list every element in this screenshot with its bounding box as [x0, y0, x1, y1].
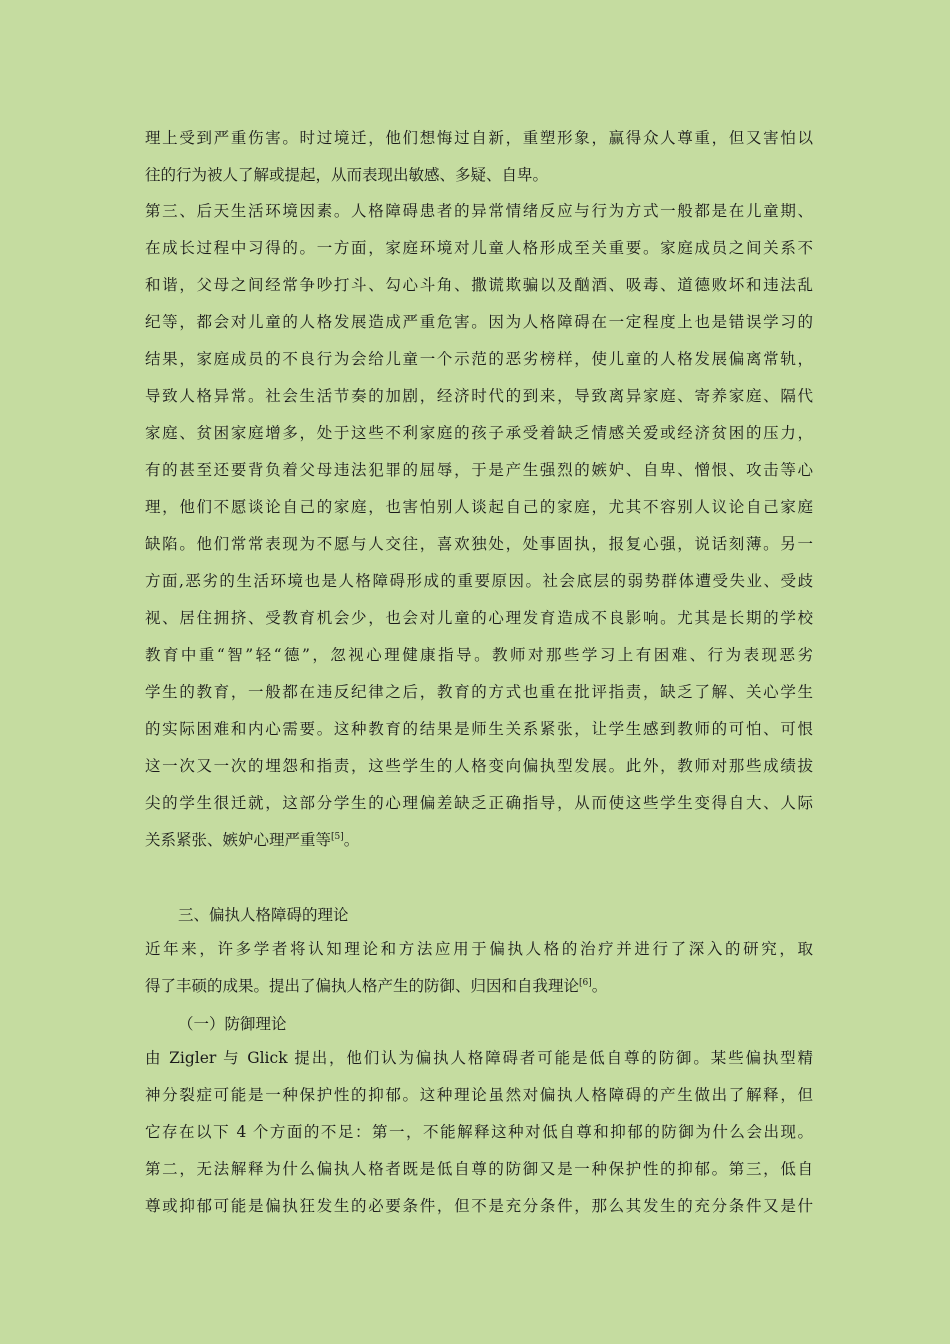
paragraph-4: [145, 1040, 813, 1225]
paragraph-3: [145, 931, 813, 1005]
text-line: 结果，家庭成员的不良行为会给儿童一个示范的恶劣榜样，使儿童的人格发展偏离常轨，: [145, 350, 813, 368]
text-line: 视、居住拥挤、受教育机会少，也会对儿童的心理发育造成不良影响。尤其是长期的学校: [145, 609, 813, 627]
text-line: 第三、后天生活环境因素。人格障碍患者的异常情绪反应与行为方式一般都是在儿童期、: [145, 202, 813, 220]
text-line: 家庭、贫困家庭增多，处于这些不利家庭的孩子承受着缺乏情感关爱或经济贫困的压力，: [145, 424, 813, 442]
text-run: 关系紧张、嫉妒心理严重等: [145, 831, 332, 849]
text-line-last: [145, 822, 813, 859]
text-line: 导致人格异常。社会生活节奏的加剧，经济时代的到来，导致离异家庭、寄养家庭、隔代: [145, 387, 813, 405]
text-line: 方面,恶劣的生活环境也是人格障碍形成的重要原因。社会底层的弱势群体遭受失业、受歧: [145, 572, 813, 590]
text-line: 在成长过程中习得的。一方面，家庭环境对儿童人格形成至关重要。家庭成员之间关系不: [145, 239, 813, 257]
text-line: 尊或抑郁可能是偏执狂发生的必要条件，但不是充分条件，那么其发生的充分条件又是什: [145, 1197, 813, 1215]
citation-ref: [5]: [331, 831, 344, 842]
text-line: 往的行为被人了解或提起，从而表现出敏感、多疑、自卑。: [145, 166, 549, 184]
text-run: 。: [343, 831, 360, 849]
text-line: 理上受到严重伤害。时过境迁，他们想悔过自新，重塑形象，赢得众人尊重，但又害怕以: [145, 129, 813, 147]
text-line: 第二，无法解释为什么偏执人格者既是低自尊的防御又是一种保护性的抑郁。第三，低自: [145, 1160, 813, 1178]
text-line: 有的甚至还要背负着父母违法犯罪的屈辱，于是产生强烈的嫉妒、自卑、憎恨、攻击等心: [145, 461, 813, 479]
text-line: 理，他们不愿谈论自己的家庭，也害怕别人谈起自己的家庭，尤其不容别人议论自己家庭: [145, 498, 813, 516]
text-line: 它存在以下 4 个方面的不足：第一，不能解释这种对低自尊和抑郁的防御为什么会出现。: [145, 1123, 813, 1141]
text-line: 由 Zigler 与 Glick 提出，他们认为偏执人格障碍者可能是低自尊的防御。某些偏执型精: [145, 1049, 813, 1067]
text-line: 缺陷。他们常常表现为不愿与人交往，喜欢独处，处事固执，报复心强，说话刻薄。另一: [145, 535, 813, 553]
text-line: 神分裂症可能是一种保护性的抑郁。这种理论虽然对偏执人格障碍的产生做出了解释，但: [145, 1086, 813, 1104]
text-run: 得了丰硕的成果。提出了偏执人格产生的防御、归因和自我理论: [145, 977, 580, 995]
text-line: 和谐，父母之间经常争吵打斗、勾心斗角、撒谎欺骗以及酗酒、吸毒、道德败坏和违法乱: [145, 276, 813, 294]
text-line: 纪等，都会对儿童的人格发展造成严重危害。因为人格障碍在一定程度上也是错误学习的: [145, 313, 813, 331]
citation-ref: [6]: [579, 977, 592, 988]
text-line: 教育中重“智”轻“德”，忽视心理健康指导。教师对那些学习上有困难、行为表现恶劣: [145, 646, 813, 664]
subsection-heading: （一）防御理论: [178, 1015, 287, 1033]
text-line: 的实际困难和内心需要。这种教育的结果是师生关系紧张，让学生感到教师的可怕、可恨: [145, 720, 813, 738]
text-line: 尖的学生很迁就，这部分学生的心理偏差缺乏正确指导，从而使这些学生变得自大、人际: [145, 794, 813, 812]
section-heading: 三、偏执人格障碍的理论: [178, 906, 349, 924]
text-line: 这一次又一次的埋怨和指责，这些学生的人格变向偏执型发展。此外，教师对那些成绩拔: [145, 757, 813, 775]
text-line-last: [145, 968, 813, 1005]
text-run: 。: [591, 977, 608, 995]
text-line: 学生的教育，一般都在违反纪律之后，教育的方式也重在批评指责，缺乏了解、关心学生: [145, 683, 813, 701]
text-line: 近年来，许多学者将认知理论和方法应用于偏执人格的治疗并进行了深入的研究，取: [145, 940, 813, 958]
paragraph-2: [145, 193, 813, 859]
paragraph-1: [145, 120, 813, 194]
